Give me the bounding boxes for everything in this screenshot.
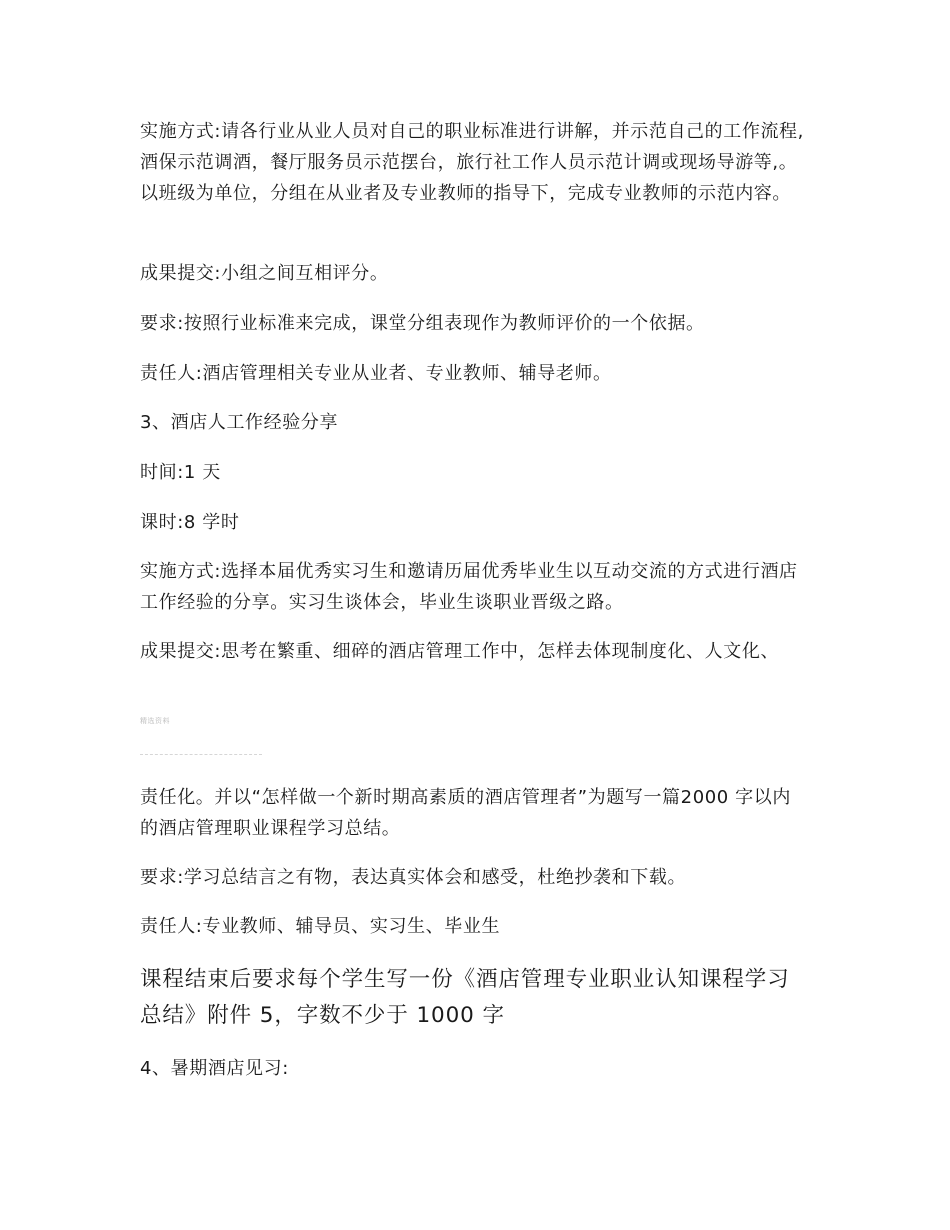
section-heading-summer-internship: 4、暑期酒店见习: <box>140 1058 289 1079</box>
paragraph-requirements: 要求:按照行业标准来完成，课堂分组表现作为教师评价的一个依据。 <box>140 313 705 334</box>
paragraph-time: 时间:1 天 <box>140 462 221 483</box>
paragraph-class-hours: 课时:8 学时 <box>140 512 240 533</box>
closing-requirement-note: 课程结束后要求每个学生写一份《酒店管理专业职业认知课程学习总结》附件 5，字数不少于 1000 字 <box>140 967 790 1028</box>
paragraph-sharing-method: 实施方式:选择本届优秀实习生和邀请历届优秀毕业生以互动交流的方式进行酒店工作经验的分享。实习生谈体会，毕业生谈职业晋级之路。 <box>140 561 798 613</box>
paragraph-summary-responsible: 责任人:专业教师、辅导员、实习生、毕业生 <box>140 916 501 937</box>
paragraph-summary-requirements: 要求:学习总结言之有物，表达真实体会和感受，杜绝抄袭和下载。 <box>140 867 687 888</box>
paragraph-responsible-person: 责任人:酒店管理相关专业从业者、专业教师、辅导老师。 <box>140 363 612 384</box>
paragraph-summary-assignment: 责任化。并以“怎样做一个新时期高素质的酒店管理者”为题写一篇2000 字以内的酒店管理职业课程学习总结。 <box>140 787 791 839</box>
section-heading-experience-sharing: 3、酒店人工作经验分享 <box>140 412 339 433</box>
paragraph-results-submission: 成果提交:小组之间互相评分。 <box>140 263 389 284</box>
page-footer-label: 精选资料 <box>140 717 170 725</box>
paragraph-reflection-submission: 成果提交:思考在繁重、细碎的酒店管理工作中，怎样去体现制度化、人文化、 <box>140 641 780 662</box>
paragraph-implementation-method: 实施方式:请各行业从业人员对自己的职业标准进行讲解，并示范自己的工作流程,酒保示范调酒，餐厅服务员示范摆台，旅行社工作人员示范计调或现场导游等,。以班级为单位，分组在从业者及专业教师的指导下，完成专业教师的示范内容。 <box>140 121 804 204</box>
page-footer-divider <box>140 754 262 755</box>
